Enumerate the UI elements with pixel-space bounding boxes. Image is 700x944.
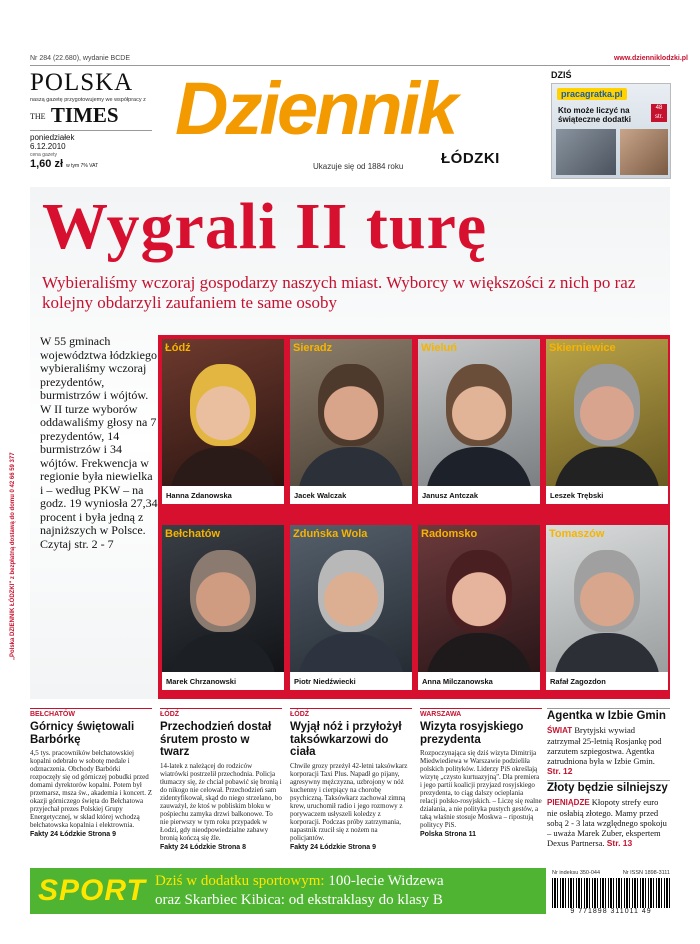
winner-city: Radomsko [421,528,478,540]
sport-line-1 [155,872,545,891]
barcode-number [552,908,670,915]
article-page-ref[interactable]: Fakty 24 Łódzkie Strona 9 [290,843,376,851]
barcode-digits: 9 771898 311011 [570,908,639,915]
supplement-teaser: Kto może liczyć na świąteczne dodatki [558,106,631,124]
issn-number: Nr ISSN 1898-3111 [622,870,670,876]
polska-wordmark: POLSKA [30,69,134,96]
barcode-suffix: 49 [641,908,652,915]
article-warszawa[interactable] [420,708,542,860]
main-lead-text: W 55 gminach województwa łódzkiego wybieraliśmy wczoraj prezydentów, burmistrzów i wójtów. W II turze wyborów oddawaliśmy głosy na 7 prezydentów, 14 burmistrzów i 34 wójtów. Frekwencja w regionie była niewielka i – według PKW – na godz. 19 wyniosła 27,34 procent i była jedną z najniższych w Polsce. Czytaj str. 2 - 7 [40,334,158,551]
article-belchatow[interactable] [30,708,152,860]
winner-city: Wieluń [421,342,457,354]
winner-photo [162,339,284,486]
partner-tagline: naszą gazetę przygotowujemy we współpracy z [30,97,146,103]
header-divider [30,65,670,66]
vat-note: w tym 7% VAT [66,163,99,169]
winner-card[interactable] [162,525,284,690]
today-supplement[interactable] [551,70,671,179]
since-tagline: Ukazuje się od 1884 roku [313,162,404,171]
winner-name: Marek Chrzanowski [162,672,284,690]
supplement-thumbnail [551,83,671,179]
barcode-bars [552,878,670,908]
winner-name: Jacek Walczak [290,486,412,504]
brief-ref-agent[interactable]: Str. 12 [547,766,573,776]
supplement-photo-2 [620,129,668,175]
winner-photo [546,339,668,486]
sport-line-2: oraz Skarbiec Kibica: od ekstraklasy do klasy B [155,892,443,908]
article-body: Rozpoczynająca się dziś wizyta Dimitrija Miedwiediewa w Warszawie podzieliła polskich polityków. Liderzy PiS określają wizytę „czysto kurtuazyjną". Dla premiera i jego partii koalicji przyjazd rosyjskiego prezydenta, to ciąg dalszy ocieplania relacji polsko-rosyjskich. – Liczę się realne działania, a nie polityka pustych gestów, a taką właśnie stosuje Moskwa – ripostują politycy PiS. [420,749,542,829]
winner-name: Piotr Niedźwiecki [290,672,412,690]
winner-card[interactable] [546,339,668,504]
times-the: THE [30,112,46,122]
polska-times-logo [30,70,152,128]
winner-city: Skierniewice [549,342,616,354]
sport-topic-1: 100-lecie Widzewa [324,873,444,889]
sport-label: SPORT [38,874,146,907]
winner-card[interactable] [290,339,412,504]
article-title[interactable]: Wyjął nóż i przyłożył taksówkarzowi do ciała [290,721,402,758]
winner-photo [546,525,668,672]
brief-text-zloty: Kłopoty strefy euro nie osłabią złotego. Mamy przed sobą 2 - 3 lata względnego spokoju – uważa Marek Zuber, ekspertem Dexus Partnersa. [547,797,667,848]
winner-name: Anna Milczanowska [418,672,540,690]
article-kicker: BEŁCHATÓW [30,708,152,718]
brief-title-zloty[interactable]: Złoty będzie silniejszy [547,780,670,795]
winner-photo [162,525,284,672]
winner-photo [418,339,540,486]
article-title[interactable]: Przechodzień dostał śrutem prosto w twarz [160,721,272,758]
winner-name: Janusz Antczak [418,486,540,504]
main-subheadline: Wybieraliśmy wczoraj gospodarzy naszych miast. Wyborcy w większości z nich po raz kolejny obdarzyli zaufaniem te same osoby [42,273,636,312]
article-kicker: ŁÓDŹ [290,708,412,718]
winner-city: Sieradz [293,342,333,354]
winner-card[interactable] [162,339,284,504]
price-label: cena gazety [30,152,57,158]
issue-number: Nr 284 (22.680), wydanie BCDE [30,55,130,62]
brief-body-zloty [547,797,670,848]
article-lodz-shooting[interactable] [160,708,282,860]
brief-text-agent: Brytyjski wywiad zatrzymał 25-letnią Rosjankę pod zarzutem szpiegostwa. Agentka zatrudniona była w Izbie Gmin. [547,725,662,766]
barcode-header [552,870,670,876]
weekday: poniedziałek [30,133,75,142]
price [30,160,152,171]
winners-grid [158,335,670,699]
dziennik-logo: Dziennik [175,67,456,150]
index-number: Nr indeksu 350-044 [552,870,601,876]
sport-prefix: Dziś w dodatku sportowym: [155,873,325,889]
winner-photo [418,525,540,672]
today-label: DZIŚ [551,70,572,80]
winner-name: Leszek Trębski [546,486,668,504]
winner-name: Hanna Zdanowska [162,486,284,504]
news-columns [30,708,542,860]
winner-photo [290,525,412,672]
date-price-box [30,133,152,171]
article-page-ref[interactable]: Polska Strona 11 [420,831,477,838]
brief-body-agent [547,725,670,776]
site-url-link[interactable]: www.dzienniklodzki.pl [613,55,688,62]
article-body: Chwile grozy przeżył 42-letni taksówkarz korporacji Taxi Plus. Napadł go pijany, agresywny mężczyzna, uzbrojony w nóż kuchenny i cierpiący na chorobę psychiczną. Taksówkarz zachował zimną krew, uruchomił radio i jego rozmowy z porywaczem usłyszeli koledzy z korporacji. Podczas próby zatrzymania, napastnik rzucił się z nożem na policjantów. [290,761,408,842]
article-lodz-taxi[interactable] [290,708,412,860]
winner-card[interactable] [290,525,412,690]
main-headline[interactable]: Wygrali II turę [42,190,488,263]
delivery-side-note [10,360,24,660]
brief-kicker-world: ŚWIAT [547,726,573,735]
article-title[interactable]: Górnicy świętowali Barbórkę [30,721,135,746]
winner-name: Rafał Zagozdon [546,672,668,690]
winner-city: Bełchatów [165,528,221,540]
winner-city: Zduńska Wola [293,528,368,540]
article-body: 4,5 tys. pracowników bełchatowskiej kopalni odebrało w sobotę medale i odznaczenia. Obchody Barbórki rozpoczęły się od górniczej pobudki przed domami dyrektorów kopalni. Potem był przemarsz, msza św., akademia i koncert. Z okazji górniczego święta do Bełchatowa przyjechał prezes Polskiej Grupy Energetycznej, w skład której wchodzą bełchatowska kopalnia i elektrownia. [30,749,152,829]
lodzki-wordmark: ŁÓDZKI [441,150,500,167]
supplement-pages-badge: 48 str. [651,104,667,122]
winner-card[interactable] [418,525,540,690]
article-page-ref[interactable]: Fakty 24 Łódzkie Strona 8 [160,843,246,851]
times-wordmark [30,104,152,128]
barcode [552,870,670,920]
article-page-ref[interactable]: Fakty 24 Łódzkie Strona 9 [30,831,116,838]
article-kicker: ŁÓDŹ [160,708,282,718]
article-title[interactable]: Wizyta rosyjskiego prezydenta [420,721,524,746]
logo-divider [30,130,152,131]
issue-date: 6.12.2010 [30,142,66,151]
article-kicker: WARSZAWA [420,708,542,718]
winner-photo [290,339,412,486]
brief-kicker-money: PIENIĄDZE [547,798,590,807]
brief-ref-zloty[interactable]: Str. 13 [606,838,633,848]
winner-card[interactable] [546,525,668,690]
price-value: 1,60 zł [30,158,64,170]
delivery-side-text: „Polska DZIENNIK ŁÓDZKI" z bezpłatną dostawą do domu 0 42 66 59 377 [10,452,16,660]
sport-teaser [155,872,545,910]
brief-news-column [547,708,670,858]
winner-city: Tomaszów [549,528,605,540]
brief-title-agent[interactable]: Agentka w Izbie Gmin [547,708,670,723]
times-name: TIMES [50,103,119,127]
article-body: 14-latek z należącej do rodziców wiatrówki postrzelił przechodnia. Policja tłumaczy się, że chciał pobawić się bronią i do nikogo nie celował. Przechodzień sam zidentyfikował, skąd do niego strzelano, bo zauważył, że ktoś w pobliskim bloku w pośpiechu zamyka drzwi balkonowe. To nie pierwszy w tym roku przypadek w Łodzi, gdy nieodpowiedzialne zabawy bronią kończą się źle. [160,761,282,842]
supplement-brand: pracagratka.pl [557,88,627,100]
winner-city: Łódź [165,342,191,354]
winner-card[interactable] [418,339,540,504]
supplement-photo [556,129,616,175]
